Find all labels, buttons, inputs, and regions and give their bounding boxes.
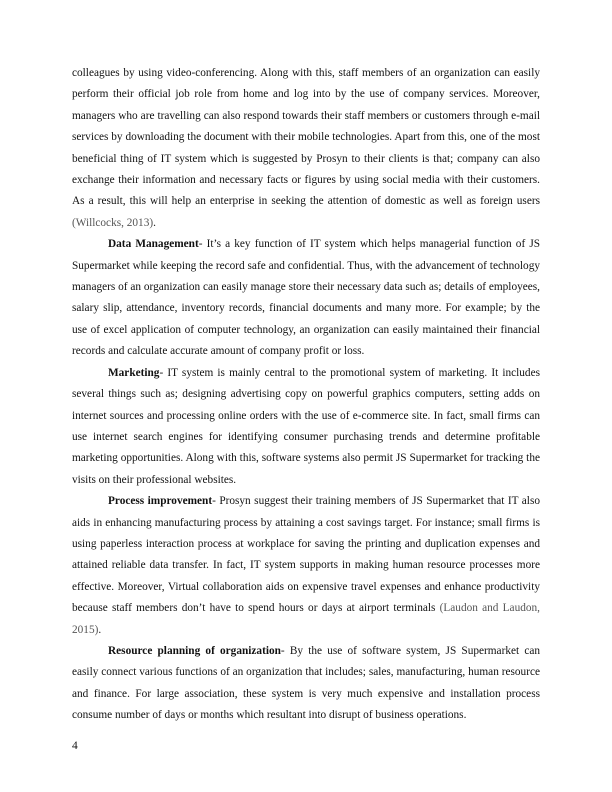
paragraph-video-conferencing bbox=[72, 63, 540, 234]
paragraph-text: - It’s a key function of IT system which helps managerial function of JS Supermarket while keeping the record safe and confidential. Thus, with the advancement of technology managers of an organization can easily manage store their necessary data such as; details of employees, salary slip, attendance, inventory records, financial documents and many more. For example; by the use of excel application of computer technology, an organization can easily maintained their financial records and calculate accurate amount of company profit or loss. bbox=[72, 238, 540, 358]
paragraph-end: . bbox=[153, 216, 156, 229]
citation: (Willcocks, 2013) bbox=[72, 216, 154, 229]
page-number: 4 bbox=[72, 740, 78, 752]
paragraph-resource-planning bbox=[72, 641, 540, 727]
paragraph-text: - IT system is mainly central to the promotional system of marketing. It includes several things such as; designing advertising copy on powerful graphics computers, setting adds on internet sources and processing online orders with the use of e-commerce site. In fact, small firms can use internet search engines for identifying consumer purchasing trends and determine profitable marketing opportunities. Along with this, software systems also permit JS Supermarket for tracking the visits on their professional websites. bbox=[72, 366, 540, 486]
paragraph-text: colleagues by using video-conferencing. Along with this, staff members of an organization can easily perform their official job role from home and log into by the use of company services. Moreover, managers who are travelling can also respond towards their staff members or customers through e-mail services by downloading the document with their mobile technologies. Apart from this, one of the most beneficial thing of IT system which is suggested by Prosyn to their clients is that; company can also exchange their information and necessary facts or figures by using social media with their customers. As a result, this will help an enterprise in seeking the attention of domestic as well as foreign users bbox=[72, 67, 540, 208]
paragraph-marketing bbox=[72, 363, 540, 491]
paragraph-heading: Resource planning of organization bbox=[108, 644, 281, 657]
paragraph-text: - By the use of software system, JS Supermarket can easily connect various functions of an organization that includes; sales, manufacturing, human resource and finance. For large association, these system is very much expensive and installation process consume number of days or months which resultant into disrupt of business operations. bbox=[72, 644, 540, 722]
paragraph-data-management bbox=[72, 234, 540, 362]
document-body bbox=[72, 63, 540, 727]
citation: (Laudon and Laudon, 2015) bbox=[72, 602, 540, 636]
paragraph-heading: Data Management bbox=[108, 238, 199, 251]
paragraph-heading: Process improvement bbox=[108, 495, 213, 508]
paragraph-process-improvement bbox=[72, 491, 540, 641]
paragraph-heading: Marketing bbox=[108, 366, 160, 379]
paragraph-text: - Prosyn suggest their training members of JS Supermarket that IT also aids in enhancing manufacturing process by attaining a cost savings target. For instance; small firms is using paperless interaction process at workplace for saving the printing and duplication expenses and attained reliable data transfer. In fact, IT system supports in making human resource processes more effective. Moreover, Virtual collaboration aids on expensive travel expenses and enhance productivity because staff members don’t have to spend hours or days at airport terminals bbox=[72, 495, 540, 615]
paragraph-end: . bbox=[98, 623, 102, 636]
